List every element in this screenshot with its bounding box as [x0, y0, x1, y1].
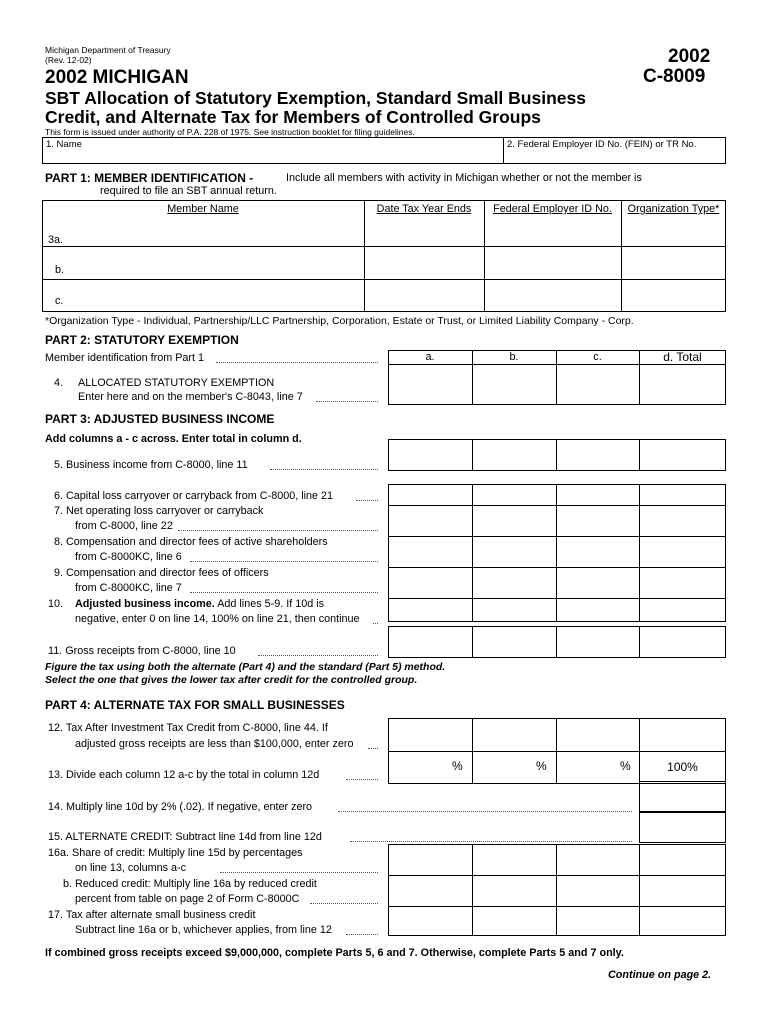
member-table-col-divider [364, 200, 365, 312]
col-fein: Federal Employer ID No. [493, 203, 612, 215]
line17-desc: Subtract line 16a or b, whichever applies, from line 12 [75, 924, 332, 936]
line9-label: 9. Compensation and director fees of officers [54, 567, 269, 579]
member-table [42, 200, 726, 312]
row-divider [388, 598, 726, 599]
line10-label [75, 598, 324, 610]
leader-dots [220, 872, 378, 873]
leader-dots [350, 841, 632, 842]
leader-dots [373, 623, 378, 624]
form-title-line1: SBT Allocation of Statutory Exemption, Standard Small Business [45, 88, 586, 108]
leader-dots [190, 592, 378, 593]
agency-name: Michigan Department of Treasury [45, 45, 171, 55]
member-table-row-divider [42, 279, 726, 280]
leader-dots [346, 934, 378, 935]
line15-cell[interactable] [639, 812, 726, 843]
line7-desc: from C-8000, line 22 [75, 520, 173, 532]
row-divider [388, 567, 726, 568]
line5-label: 5. Business income from C-8000, line 11 [54, 459, 248, 471]
member-table-col-divider [484, 200, 485, 312]
leader-dots [316, 401, 378, 402]
line16a-label: 16a. Share of credit: Multiply line 15d by percentages [48, 847, 303, 859]
line13-label: 13. Divide each column 12 a-c by the total in column 12d [48, 769, 320, 781]
row-divider [388, 505, 726, 506]
name-label: 1. Name [46, 139, 82, 150]
leader-dots [216, 362, 378, 363]
row-divider [388, 751, 726, 752]
method-note2: Select the one that gives the lower tax after credit for the controlled group. [45, 674, 418, 686]
col-divider [472, 439, 473, 471]
line11-label: 11. Gross receipts from C-8000, line 10 [48, 645, 236, 657]
part4-heading: PART 4: ALTERNATE TAX FOR SMALL BUSINESSES [45, 698, 345, 712]
part3-heading: PART 3: ADJUSTED BUSINESS INCOME [45, 412, 275, 426]
line5-cells [388, 439, 726, 471]
line10-label-bold: Adjusted business income. [75, 598, 215, 610]
col-org-type: Organization Type* [627, 203, 720, 215]
leader-dots [190, 561, 378, 562]
col-member-name: Member Name [167, 203, 239, 215]
line7-label: 7. Net operating loss carryover or carryback [54, 505, 264, 517]
col-divider [556, 718, 557, 784]
fein-input[interactable] [505, 150, 724, 163]
pct-b: % [536, 759, 547, 773]
leader-dots [338, 811, 632, 812]
pct-a: % [452, 759, 463, 773]
form-number: C-8009 [643, 66, 706, 87]
line10-label-rest: Add lines 5-9. If 10d is [214, 598, 325, 610]
part3-sub: Add columns a - c across. Enter total in column d. [45, 433, 302, 445]
line10-desc: negative, enter 0 on line 14, 100% on line 21, then continue [75, 613, 360, 625]
member-id-label: Member identification from Part 1 [45, 352, 205, 364]
name-input[interactable] [44, 150, 500, 163]
line8-label: 8. Compensation and director fees of active shareholders [54, 536, 328, 548]
col-c: c. [593, 351, 602, 363]
leader-dots [346, 779, 378, 780]
col-divider [639, 718, 640, 784]
part1-heading: PART 1: MEMBER IDENTIFICATION - [45, 171, 254, 185]
name-fein-divider [503, 137, 504, 164]
line4-number: 4. [54, 377, 64, 389]
exemption-header-divider [388, 364, 726, 365]
col-divider [472, 626, 473, 658]
method-note1: Figure the tax using both the alternate (Part 4) and the standard (Part 5) method. [45, 661, 446, 673]
leader-dots [368, 748, 378, 749]
col-divider [556, 626, 557, 658]
row-divider [388, 875, 726, 876]
col-divider [639, 626, 640, 658]
col-a: a. [425, 351, 435, 363]
row-c-label: c. [55, 295, 64, 307]
continue-note: Continue on page 2. [608, 969, 712, 981]
line4-desc: Enter here and on the member's C-8043, line 7 [78, 391, 303, 403]
leader-dots [270, 469, 378, 470]
authority-note: This form is issued under authority of P.A. 228 of 1975. See instruction booklet for filing guidelines. [45, 127, 415, 137]
line4-label: ALLOCATED STATUTORY EXEMPTION [78, 377, 275, 389]
member-table-col-divider [621, 200, 622, 312]
line11-cells [388, 626, 726, 658]
line14-cell[interactable] [639, 781, 726, 812]
leader-dots [310, 903, 378, 904]
line12-label: 12. Tax After Investment Tax Credit from C-8000, line 44. If [48, 722, 328, 734]
lines16-17-cells [388, 844, 726, 936]
line12-desc: adjusted gross receipts are less than $100,000, enter zero [75, 738, 354, 750]
fein-label: 2. Federal Employer ID No. (FEIN) or TR No. [507, 139, 697, 150]
row-divider [388, 536, 726, 537]
row-divider [388, 906, 726, 907]
col-d-total: d. Total [663, 350, 702, 364]
col-divider [639, 844, 640, 936]
col-divider [556, 439, 557, 471]
col-divider [472, 718, 473, 784]
leader-dots [178, 530, 378, 531]
form-title-year: 2002 MICHIGAN [45, 67, 189, 88]
line15-label: 15. ALTERNATE CREDIT: Subtract line 14d from line 12d [48, 831, 322, 843]
member-table-row-divider [42, 246, 726, 247]
col-divider [472, 844, 473, 936]
part1-desc2: required to file an SBT annual return. [100, 185, 277, 197]
col-divider [556, 844, 557, 936]
leader-dots [356, 500, 378, 501]
part2-heading: PART 2: STATUTORY EXEMPTION [45, 333, 239, 347]
pct-total: 100% [667, 760, 698, 774]
line10-number: 10. [48, 598, 64, 610]
col-divider [639, 439, 640, 471]
line16b-desc: percent from table on page 2 of Form C-8000C [75, 893, 300, 905]
revision-date: (Rev. 12-02) [45, 55, 92, 65]
col-b: b. [509, 351, 519, 363]
row-3a-label: 3a. [48, 234, 64, 246]
line14-label: 14. Multiply line 10d by 2% (.02). If negative, enter zero [48, 801, 313, 813]
line16b-label: b. Reduced credit: Multiply line 16a by reduced credit [63, 878, 317, 890]
pct-c: % [620, 759, 631, 773]
form-title-line2: Credit, and Alternate Tax for Members of Controlled Groups [45, 107, 541, 127]
line9-desc: from C-8000KC, line 7 [75, 582, 182, 594]
line17-label: 17. Tax after alternate small business credit [48, 909, 256, 921]
col-date-tax-year: Date Tax Year Ends [376, 203, 472, 215]
combined-receipts-note: If combined gross receipts exceed $9,000,000, complete Parts 5, 6 and 7. Otherwise, complete Parts 5 and 7 only. [45, 947, 624, 959]
leader-dots [258, 655, 378, 656]
line8-desc: from C-8000KC, line 6 [75, 551, 182, 563]
part1-desc1: Include all members with activity in Michigan whether or not the member is [286, 172, 642, 184]
line6-label: 6. Capital loss carryover or carryback from C-8000, line 21 [54, 490, 334, 502]
form-year: 2002 [668, 46, 711, 67]
line16a-desc: on line 13, columns a-c [75, 862, 187, 874]
row-b-label: b. [55, 264, 65, 276]
org-type-footnote: *Organization Type - Individual, Partnership/LLC Partnership, Corporation, Estate or Trust, or Limited Liability Company - Corp. [45, 315, 634, 327]
